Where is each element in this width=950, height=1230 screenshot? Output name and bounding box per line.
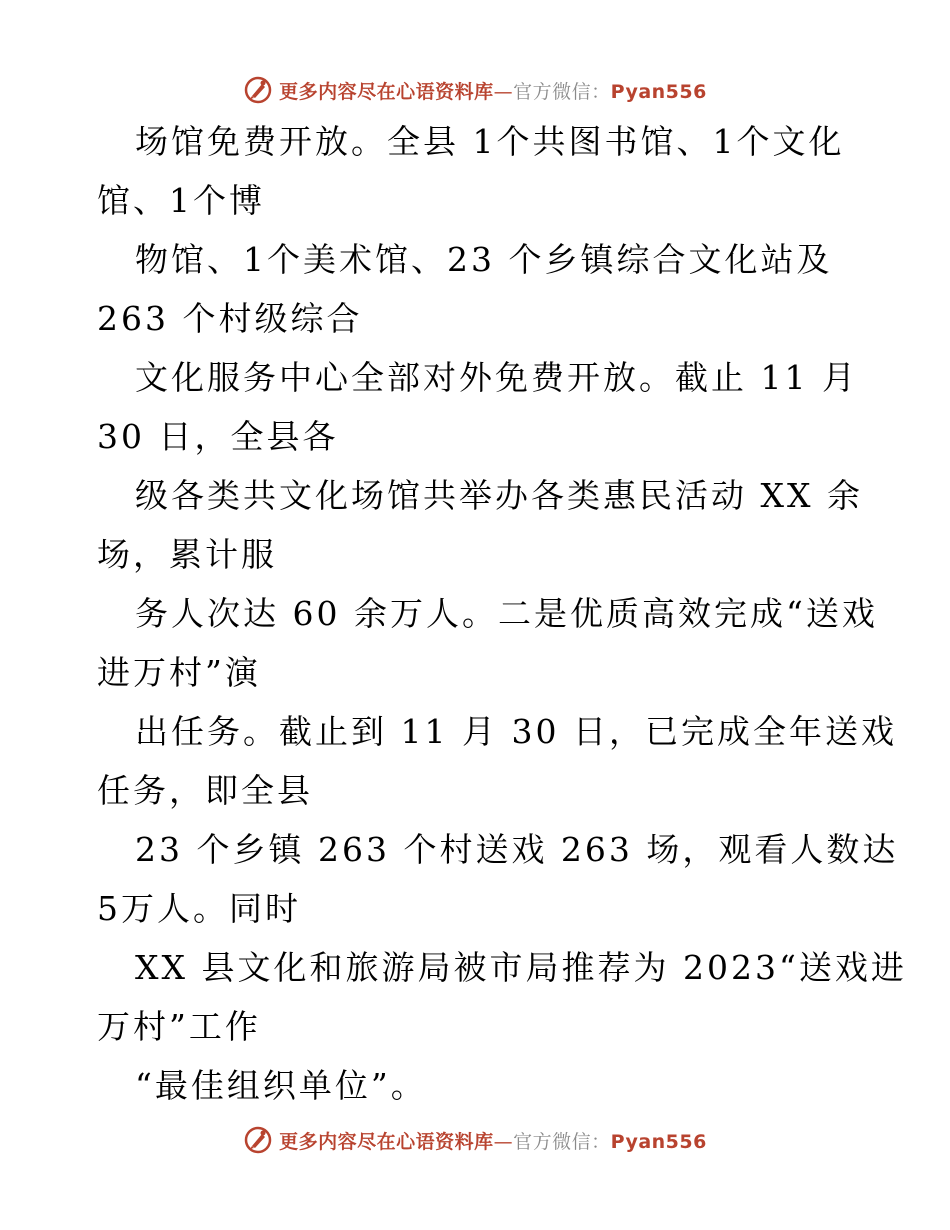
text-line: XX 县文化和旅游局被市局推荐为 2023“送戏进 — [135, 948, 907, 987]
text-line: 进万村”演 — [97, 653, 261, 692]
wechat-label: 官方微信： — [513, 1130, 611, 1153]
text-line: 任务，即全县 — [97, 771, 313, 810]
text-line: 30 日，全县各 — [97, 417, 339, 456]
brand-text: 更多内容尽在心语资料库 — [279, 80, 494, 103]
text-line: 文化服务中心全部对外免费开放。截止 11 月 — [135, 358, 858, 397]
text-line: “最佳组织单位”。 — [135, 1066, 427, 1105]
watermark-group — [243, 1125, 707, 1155]
text-line: 出任务。截止到 11 月 30 日，已完成全年送戏 — [135, 712, 897, 751]
text-line: 馆、1个博 — [97, 181, 265, 220]
watermark-text — [279, 1127, 707, 1154]
text-line: 263 个村级综合 — [97, 299, 363, 338]
text-line: 务人次达 60 余万人。二是优质高效完成“送戏 — [135, 594, 878, 633]
text-line: 5万人。同时 — [97, 889, 301, 928]
text-line: 场馆免费开放。全县 1个共图书馆、1个文化 — [135, 122, 845, 161]
text-line: 级各类共文化场馆共举办各类惠民活动 XX 余 — [135, 476, 863, 515]
pen-nib-icon — [243, 1125, 273, 1155]
separator: — — [493, 80, 514, 103]
watermark-text — [279, 77, 707, 104]
text-line: 物馆、1个美术馆、23 个乡镇综合文化站及 — [135, 240, 833, 279]
separator: — — [493, 1130, 514, 1153]
watermark-group — [243, 75, 707, 105]
header-watermark — [0, 70, 950, 110]
footer-watermark — [0, 1120, 950, 1160]
wechat-id: Pyan556 — [610, 1130, 707, 1153]
wechat-id: Pyan556 — [610, 80, 707, 103]
text-line: 场，累计服 — [97, 535, 277, 574]
pen-nib-icon — [243, 75, 273, 105]
brand-text: 更多内容尽在心语资料库 — [279, 1130, 494, 1153]
text-line: 23 个乡镇 263 个村送戏 263 场，观看人数达 — [135, 830, 899, 869]
text-line: 万村”工作 — [97, 1007, 261, 1046]
wechat-label: 官方微信： — [513, 80, 611, 103]
